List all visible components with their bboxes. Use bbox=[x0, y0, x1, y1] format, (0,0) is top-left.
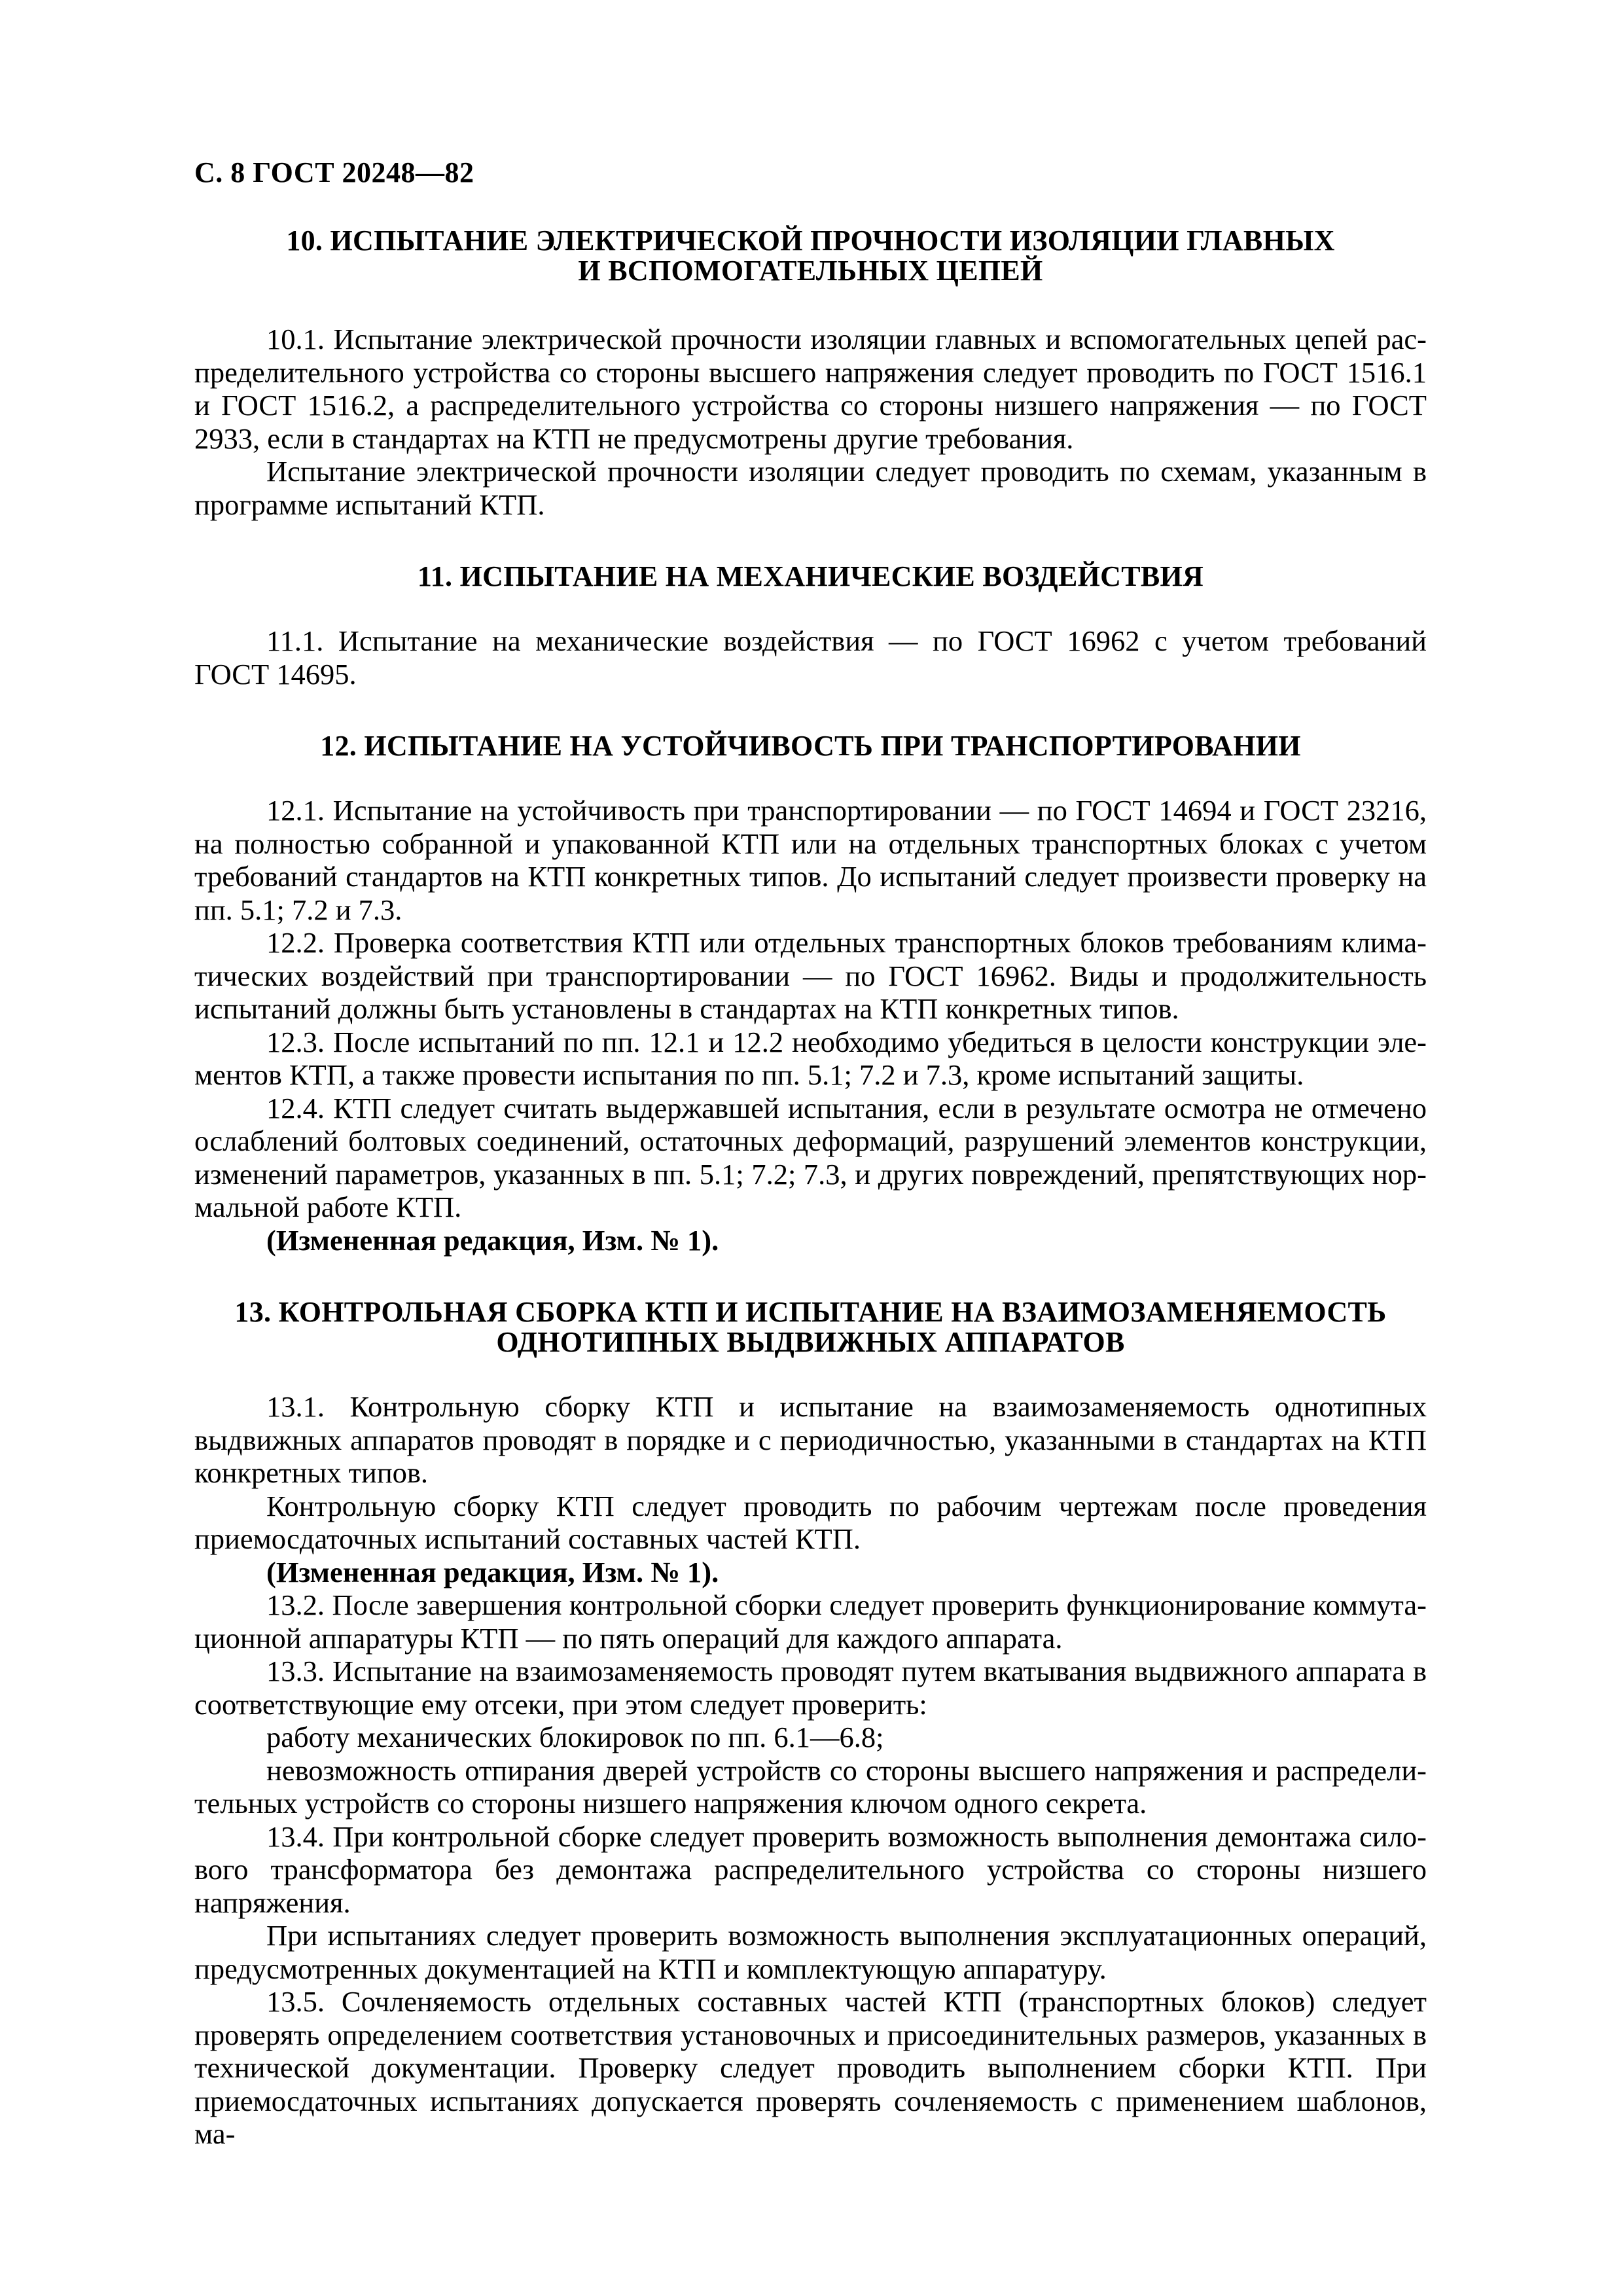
paragraph-12-2: 12.2. Проверка соответствия КТП или отдельных транспортных блоков требованиям климатических воздействий при транспортировании — по ГОСТ 16962. Виды и продолжительность испытаний должны быть установлены в стандартах на КТП конкретных типов. bbox=[194, 926, 1427, 1025]
page-header: С. 8 ГОСТ 20248—82 bbox=[194, 156, 474, 188]
section-11-title bbox=[194, 562, 1427, 592]
document-body bbox=[194, 226, 1427, 2151]
paragraph-10-1: 10.1. Испытание электрической прочности изоляции главных и вспомогательных цепей распределительного устройства со стороны высшего напряжения следует проводить по ГОСТ 1516.1 и ГОСТ 1516.2, а распределительного устройства со стороны низшего напряжения — по ГОСТ 2933, если в стандартах на КТП не предусмотрены другие требования. bbox=[194, 323, 1427, 455]
paragraph: невозможность отпирания дверей устройств со стороны высшего напряжения и распределительных устройств со стороны низшего напряжения ключом одного секрета. bbox=[194, 1753, 1427, 1820]
paragraph-13-1: 13.1. Контрольную сборку КТП и испытание на взаимозаменяемость однотипных выдвижных аппаратов проводят в порядке и с периодичностью, указанными в стандартах на КТП конкретных типов. bbox=[194, 1390, 1427, 1489]
paragraph: Испытание электрической прочности изоляции следует проводить по схемам, указанным в программе испытаний КТП. bbox=[194, 455, 1427, 521]
amendment-note: (Измененная редакция, Изм. № 1). bbox=[266, 1223, 719, 1257]
paragraph-12-1: 12.1. Испытание на устойчивость при транспортировании — по ГОСТ 14694 и ГОСТ 23216, на полностью собранной и упакованной КТП или на отдельных транспортных блоках с учетом требований стандартов на КТП конкретных типов. До испытаний следует произвести проверку на пп. 5.1; 7.2 и 7.3. bbox=[194, 794, 1427, 926]
paragraph: Контрольную сборку КТП следует проводить по рабочим чертежам после проведения приемосдаточных испытаний составных частей КТП. bbox=[194, 1489, 1427, 1555]
amendment-note: (Измененная редакция, Изм. № 1). bbox=[266, 1555, 719, 1588]
section-10-title bbox=[194, 226, 1427, 286]
section-title-line: ОДНОТИПНЫХ ВЫДВИЖНЫХ АППАРАТОВ bbox=[496, 1326, 1125, 1358]
paragraph-12-4: 12.4. КТП следует считать выдержавшей испытания, если в результате осмотра не отмечено ослаблений болтовых соединений, остаточных деформаций, разрушений элементов конструкции, изменений параметров, указанных в пп. 5.1; 7.2; 7.3, и других повреждений, препятствующих нормальной работе КТП. bbox=[194, 1091, 1427, 1223]
paragraph-12-3: 12.3. После испытаний по пп. 12.1 и 12.2 необходимо убедиться в целости конструкции элементов КТП, а также провести испытания по пп. 5.1; 7.2 и 7.3, кроме испытаний защиты. bbox=[194, 1025, 1427, 1091]
paragraph: При испытаниях следует проверить возможность выполнения эксплуатационных операций, предусмотренных документацией на КТП и комплектующую аппаратуру. bbox=[194, 1919, 1427, 1985]
paragraph-13-5: 13.5. Сочленяемость отдельных составных частей КТП (транспортных блоков) следует проверять определением соответствия установочных и присоединительных размеров, указанных в технической документации. Проверку следует проводить выполнением сборки КТП. При приемосдаточных испытаниях допускается проверять сочленяемость с применением шаблонов, ма- bbox=[194, 1985, 1427, 2150]
paragraph: работу механических блокировок по пп. 6.1—6.8; bbox=[266, 1721, 884, 1753]
section-title-line: 12. ИСПЫТАНИЕ НА УСТОЙЧИВОСТЬ ПРИ ТРАНСПОРТИРОВАНИИ bbox=[320, 730, 1301, 762]
section-12-title bbox=[194, 731, 1427, 761]
section-title-line: 10. ИСПЫТАНИЕ ЭЛЕКТРИЧЕСКОЙ ПРОЧНОСТИ ИЗОЛЯЦИИ ГЛАВНЫХ bbox=[286, 224, 1335, 257]
section-title-line: И ВСПОМОГАТЕЛЬНЫХ ЦЕПЕЙ bbox=[578, 255, 1043, 287]
section-title-line: 11. ИСПЫТАНИЕ НА МЕХАНИЧЕСКИЕ ВОЗДЕЙСТВИЯ bbox=[417, 560, 1204, 592]
section-title-line: 13. КОНТРОЛЬНАЯ СБОРКА КТП И ИСПЫТАНИЕ НА ВЗАИМОЗАМЕНЯЕМОСТЬ bbox=[234, 1296, 1387, 1328]
paragraph-13-4: 13.4. При контрольной сборке следует проверить возможность выполнения демонтажа силового трансформатора без демонтажа распределительного устройства со стороны низшего напряжения. bbox=[194, 1820, 1427, 1919]
section-13-title bbox=[194, 1297, 1427, 1357]
paragraph-13-2: 13.2. После завершения контрольной сборки следует проверить функционирование коммутационной аппаратуры КТП — по пять операций для каждого аппарата. bbox=[194, 1588, 1427, 1655]
paragraph-13-3: 13.3. Испытание на взаимозаменяемость проводят путем вкатывания выдвижного аппарата в соответствующие ему отсеки, при этом следует проверить: bbox=[194, 1655, 1427, 1721]
paragraph-11-1: 11.1. Испытание на механические воздействия — по ГОСТ 16962 с учетом требований ГОСТ 14695. bbox=[194, 624, 1427, 691]
